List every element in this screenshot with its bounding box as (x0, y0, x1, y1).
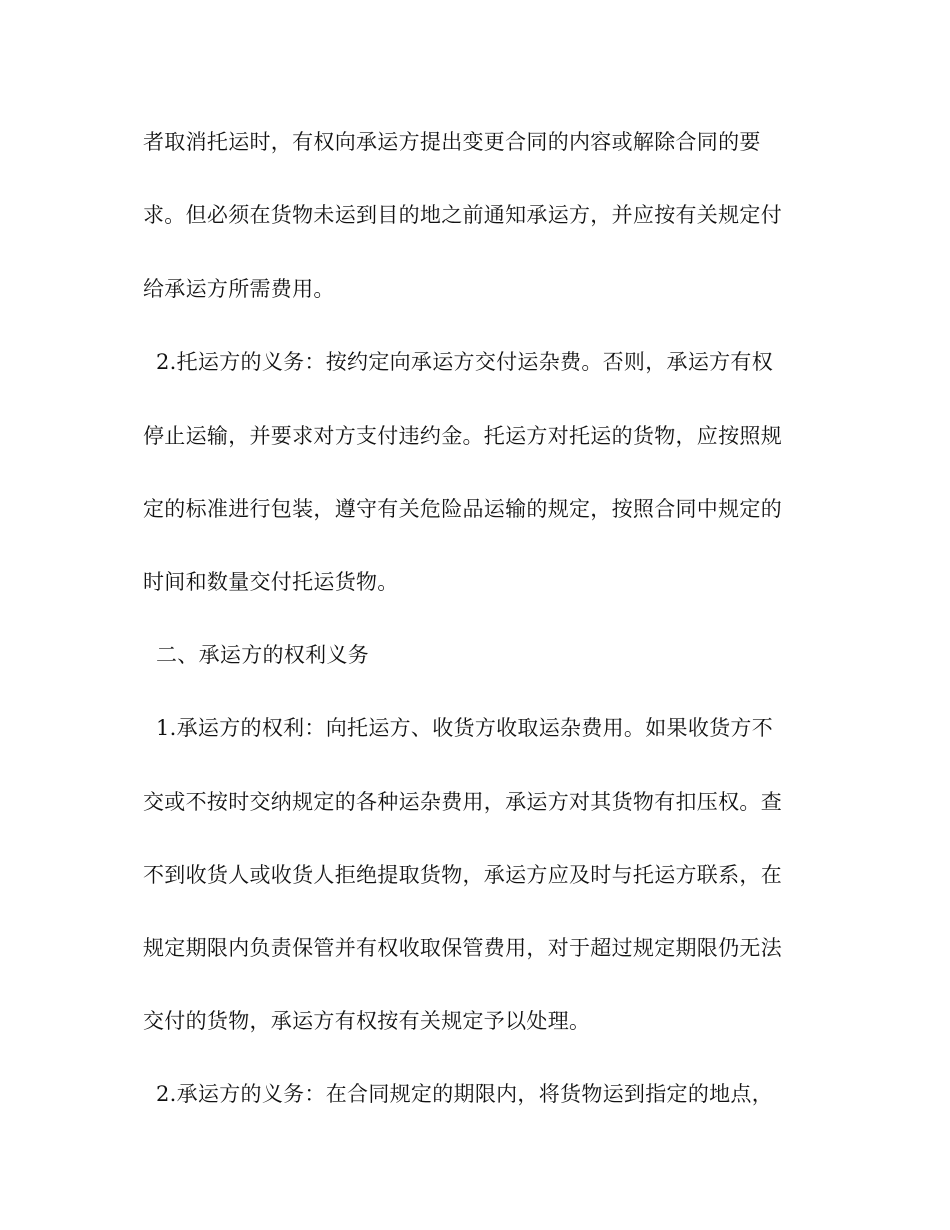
text-line: 求。但必须在货物未运到目的地之前通知承运方，并应按有关规定付 (143, 203, 782, 227)
text-line: 定的标准进行包装，遵守有关危险品运输的规定，按照合同中规定的 (143, 497, 782, 521)
section-heading: 二、承运方的权利义务 (156, 643, 369, 667)
text-line: 交付的货物，承运方有权按有关规定予以处理。 (143, 1009, 591, 1033)
text-line: 规定期限内负责保管并有权收取保管费用，对于超过规定期限仍无法 (143, 936, 782, 960)
text-line: 1.承运方的权利：向托运方、收货方收取运杂费用。如果收货方不 (156, 716, 774, 740)
text-line: 不到收货人或收货人拒绝提取货物，承运方应及时与托运方联系，在 (143, 863, 782, 887)
text-line: 交或不按时交纳规定的各种运杂费用，承运方对其货物有扣压权。查 (143, 790, 782, 814)
text-line: 时间和数量交付托运货物。 (143, 570, 399, 594)
text-line: 2.承运方的义务：在合同规定的期限内，将货物运到指定的地点， (156, 1082, 774, 1106)
text-line: 给承运方所需费用。 (143, 277, 335, 301)
text-line: 停止运输，并要求对方支付违约金。托运方对托运的货物，应按照规 (143, 424, 782, 448)
text-line: 者取消托运时，有权向承运方提出变更合同的内容或解除合同的要 (143, 130, 761, 154)
text-line: 2.托运方的义务：按约定向承运方交付运杂费。否则，承运方有权 (156, 350, 774, 374)
